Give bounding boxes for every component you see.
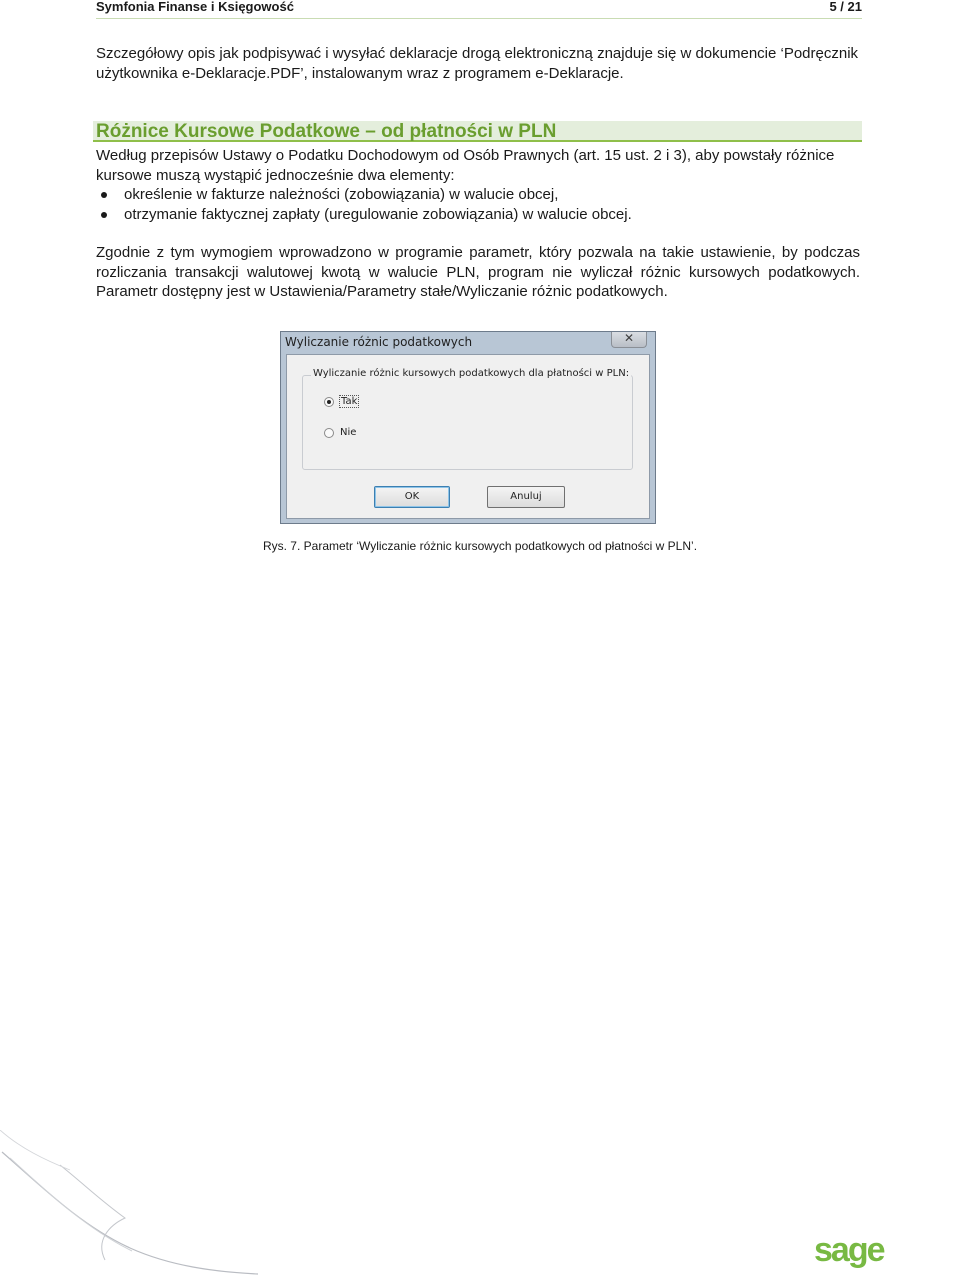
decorative-swoosh-icon [0, 1130, 260, 1275]
intro-paragraph: Szczegółowy opis jak podpisywać i wysyłać deklaracje drogą elektroniczną znajduje się w dokumencie ‘Podręcznik użytkownika e-Deklaracje.PDF’, instalowanym wraz z programem e-Deklaracje. [96, 45, 859, 82]
section-heading: Różnice Kursowe Podatkowe – od płatności w PLN [93, 121, 862, 142]
parameter-paragraph: Zgodnie z tym wymogiem wprowadzono w programie parametr, który pozwala na takie ustawienie, by podczas rozliczania transakcji walutowej kwotą w walucie PLN, program nie wyliczał różnic kursowych podatkowych. Parametr dostępny jest w Ustawienia/Parametry stałe/Wyliczanie różnic podatkowych. [96, 244, 860, 300]
radio-label-yes[interactable]: Tak [341, 396, 358, 407]
dialog-title: Wyliczanie różnic podatkowych [285, 335, 473, 349]
document-title: Symfonia Finanse i Księgowość [96, 0, 294, 14]
groupbox-label: Wyliczanie różnic kursowych podatkowych dla płatności w PLN: [313, 368, 630, 379]
sage-logo [814, 1233, 894, 1273]
close-button[interactable] [611, 332, 647, 348]
dialog-titlebar [281, 332, 655, 352]
radio-button-no[interactable] [324, 428, 334, 438]
radio-option-no[interactable] [324, 427, 356, 438]
radio-option-yes[interactable] [324, 396, 358, 407]
list-item: określenie w fakturze należności (zobowiązania) w walucie obcej, [96, 185, 860, 205]
page-header [96, 0, 862, 19]
figure-caption: Rys. 7. Parametr ‘Wyliczanie różnic kursowych podatkowych od płatności w PLN’. [262, 539, 698, 553]
dialog-body [286, 354, 650, 519]
list-item: otrzymanie faktycznej zapłaty (uregulowanie zobowiązania) w walucie obcej. [96, 205, 860, 225]
section-paragraph: Według przepisów Ustawy o Podatku Dochodowym od Osób Prawnych (art. 15 ust. 2 i 3), aby powstały różnice kursowe muszą wystąpić jednocześnie dwa elementy: [96, 147, 835, 184]
page-number: 5 / 21 [829, 0, 862, 14]
svg-text:sage: sage [814, 1233, 884, 1269]
cancel-button[interactable]: Anuluj [487, 486, 565, 508]
option-groupbox [302, 368, 633, 470]
settings-dialog [280, 331, 656, 524]
radio-button-yes[interactable] [324, 397, 334, 407]
ok-button[interactable]: OK [374, 486, 450, 508]
radio-label-no[interactable]: Nie [340, 427, 357, 438]
element-list [96, 185, 860, 224]
close-icon: ✕ [623, 331, 635, 345]
